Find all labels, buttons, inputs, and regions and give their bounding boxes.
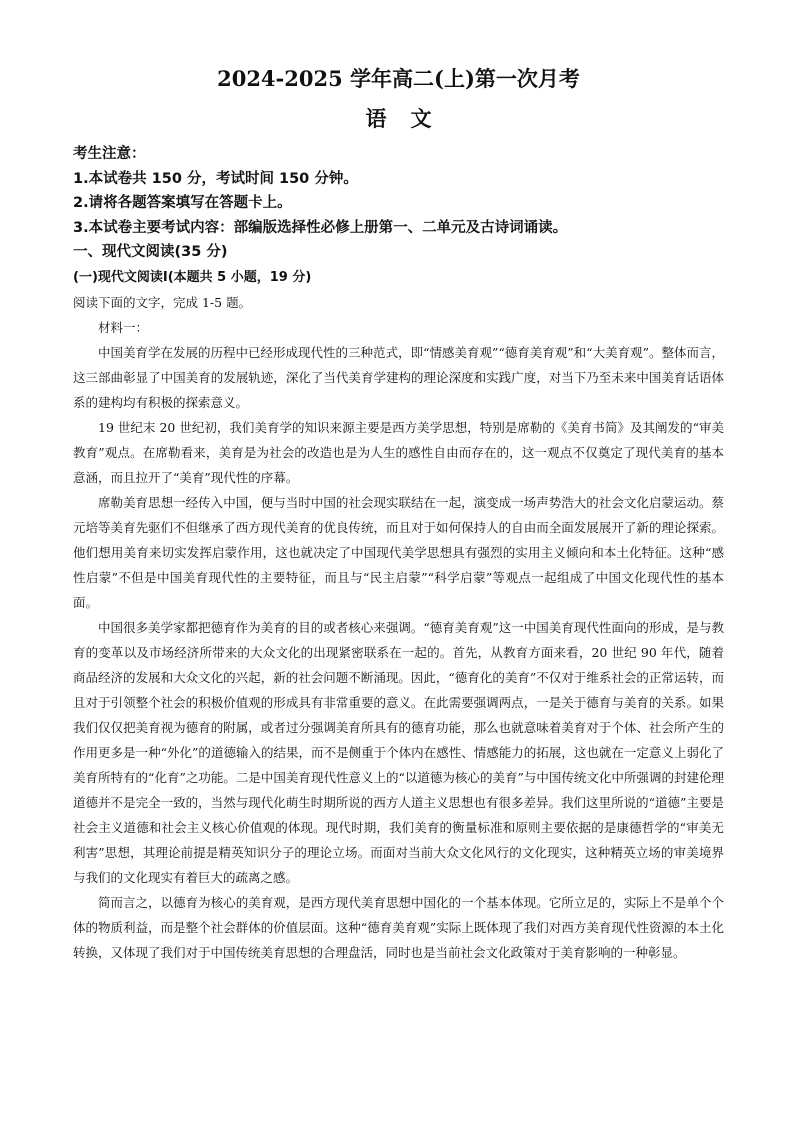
paragraph-2: 19 世纪末 20 世纪初，我们美育学的知识来源主要是西方美学思想，特别是席勒的《美育书简》及其阐发的“审美教育”观点。在席勒看来，美育是为社会的改造也是为人生的感性自由而存在的，这一观点不仅奠定了现代美育的基本意涵，而且拉开了“美育”现代性的序幕。 bbox=[73, 420, 724, 485]
subsection-heading: (一)现代文阅读Ⅰ(本题共 5 小题，19 分) bbox=[73, 270, 312, 285]
material-label: 材料一： bbox=[98, 320, 149, 335]
section-reading bbox=[73, 240, 724, 965]
reading-instruction: 阅读下面的文字，完成 1-5 题。 bbox=[73, 295, 252, 310]
notice-item-3: 3.本试卷主要考试内容：部编版选择性必修上册第一、二单元及古诗词诵读。 bbox=[73, 219, 568, 236]
paragraph-1: 中国美育学在发展的历程中已经形成现代性的三种范式，即“情感美育观”“德育美育观”和“大美育观”。整体而言，这三部曲彰显了中国美育的发展轨迹，深化了当代美育学建构的理论深度和实践广度，对当下乃至未来中国美育话语体系的建构均有积极的探索意义。 bbox=[73, 345, 724, 410]
notice-item-2: 2.请将各题答案填写在答题卡上。 bbox=[73, 195, 292, 211]
paragraph-5: 简而言之，以德育为核心的美育观，是西方现代美育思想中国化的一个基本体现。它所立足的，实际上不是单个个体的物质利益，而是整个社会群体的价值层面。这种“德育美育观”实际上既体现了我们对西方美育现代性资源的本土化转换，又体现了我们对于中国传统美育思想的合理盘活，同时也是当前社会文化政策对于美育影响的一种彰显。 bbox=[73, 895, 724, 960]
section-heading: 一、现代文阅读(35 分) bbox=[73, 244, 228, 260]
notice-heading: 考生注意： bbox=[73, 146, 146, 162]
exam-subject: 语文 bbox=[365, 106, 456, 131]
notice-block bbox=[73, 142, 724, 240]
paragraph-3: 席勒美育思想一经传入中国，便与当时中国的社会现实联结在一起，演变成一场声势浩大的社会文化启蒙运动。蔡元培等美育先驱们不但继承了西方现代美育的优良传统，而且对于如何保持人的自由而全面发展展开了新的理论探索。他们想用美育来切实发挥启蒙作用，这也就决定了中国现代美学思想具有强烈的实用主义倾向和本土化特征。这种“感性启蒙”不但是中国美育现代性的主要特征，而且与“民主启蒙”“科学启蒙”等观点一起组成了中国文化现代性的基本面。 bbox=[73, 495, 724, 610]
notice-item-1: 1.本试卷共 150 分，考试时间 150 分钟。 bbox=[73, 170, 358, 187]
paragraph-4: 中国很多美学家都把德育作为美育的目的或者核心来强调。“德育美育观”这一中国美育现代性面向的形成，是与教育的变革以及市场经济所带来的大众文化的出现紧密联系在一起的。首先，从教育方面来看，20 世纪 90 年代，随着商品经济的发展和大众文化的兴起，新的社会问题不断涌现。因此，“德育化的美育”不仅对于维系社会的正常运转，而且对于引领整个社会的积极价值观的形成具有非常重要的意义。在此需要强调两点，一是关于德育与美育的关系。如果我们仅仅把美育视为德育的附属，或者过分强调美育所具有的德育功能，那么也就意味着美育对于个体、社会所产生的作用更多是一种“外化”的道德输入的结果，而不是侧重于个体内在感性、情感能力的拓展，这也就在一定意义上弱化了美育所特有的“化育”之功能。二是中国美育现代性意义上的“以道德为核心的美育”与中国传统文化中所强调的封建伦理道德并不是完全一致的，当然与现代化萌生时期所说的西方人道主义思想也有很多差异。我们这里所说的“道德”主要是社会主义道德和社会主义核心价值观的体现。现代时期，我们美育的衡量标准和原则主要依据的是康德哲学的“审美无利害”思想，其理论前提是精英知识分子的理论立场。而面对当前大众文化风行的文化现实，这种精英立场的审美境界与我们的文化现实有着巨大的疏离之感。 bbox=[73, 620, 724, 885]
exam-title: 2024-2025 学年高二(上)第一次月考 bbox=[217, 66, 580, 91]
